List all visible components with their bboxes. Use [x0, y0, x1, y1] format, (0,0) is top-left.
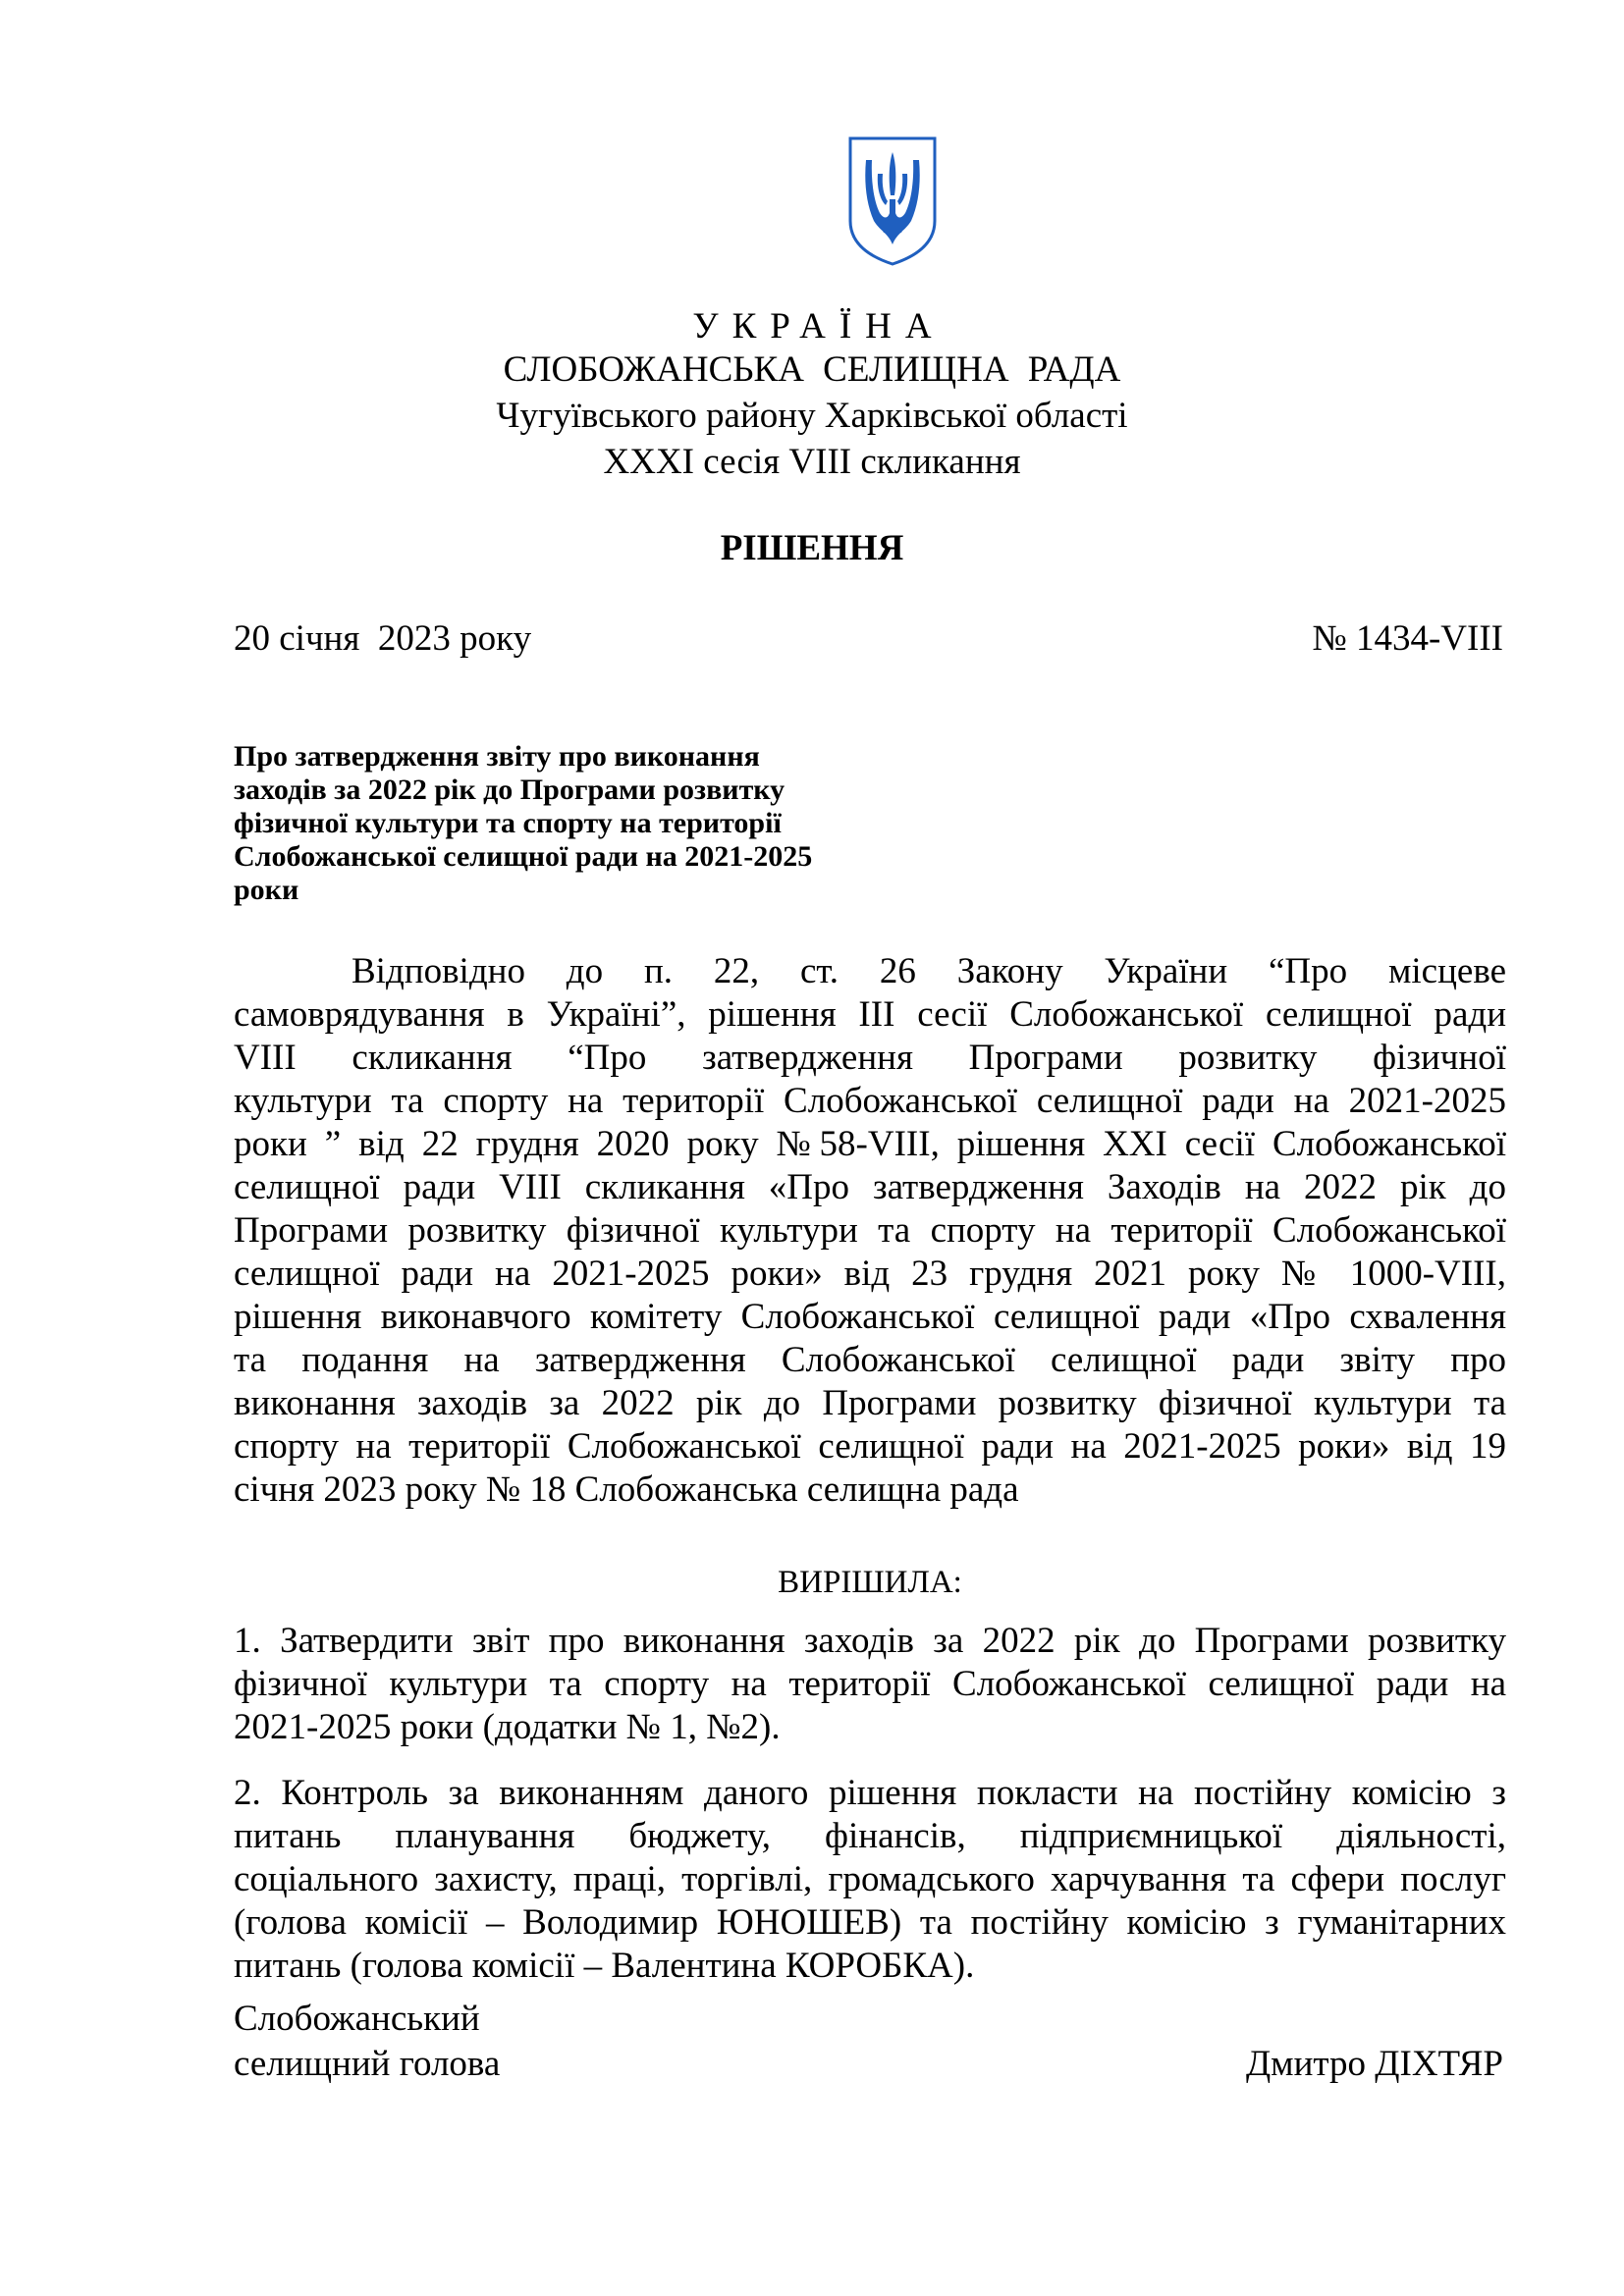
decision-date: 20 січня 2023 року [234, 618, 532, 659]
signatory-position-line: селищний голова [234, 2044, 501, 2084]
paragraph-line: VIII скликання “Про затвердження Програми розвитку фізичної [234, 1038, 1506, 1078]
paragraph-line: виконання заходів за 2022 рік до Програми розвитку фізичної культури та [234, 1383, 1506, 1423]
session-info: XXXI сесія VIII скликання [603, 442, 1021, 482]
paragraph-line: 2021-2025 роки (додатки № 1, №2). [234, 1707, 781, 1747]
paragraph-line: селищної ради VIII скликання «Про затвердження Заходів на 2022 рік до [234, 1167, 1506, 1207]
decision-item-2 [234, 1772, 1506, 1988]
paragraph-line: січня 2023 року № 18 Слобожанська селищна рада [234, 1469, 1019, 1510]
coat-of-arms-icon [844, 134, 941, 268]
country-name: УКРАЇНА [692, 306, 946, 347]
council-name: СЛОБОЖАНСЬКА СЕЛИЩНА РАДА [503, 349, 1121, 390]
subject-line: Про затвердження звіту про виконання [234, 740, 760, 773]
paragraph-line: (голова комісії – Володимир ЮНОШЕВ) та постійну комісію з гуманітарних [234, 1902, 1506, 1943]
paragraph-line: рішення виконавчого комітету Слобожанської селищної ради «Про схвалення [234, 1297, 1506, 1337]
decision-item-1 [234, 1620, 1506, 1749]
subject-line: фізичної культури та спорту на території [234, 807, 782, 839]
signatory-position-line: Слобожанський [234, 1999, 480, 2039]
paragraph-line: культури та спорту на території Слобожанської селищної ради на 2021-2025 [234, 1081, 1506, 1121]
subject-line: роки [234, 874, 299, 906]
paragraph-line: роки ” від 22 грудня 2020 року №58-VIII, рішення ХХІ сесії Слобожанської [234, 1124, 1506, 1164]
paragraph-line: та подання на затвердження Слобожанської селищної ради звіту про [234, 1340, 1506, 1380]
paragraph-line: 2. Контроль за виконанням даного рішення покласти на постійну комісію з [234, 1773, 1506, 1813]
decision-number: № 1434-VIII [1312, 618, 1503, 659]
paragraph-line: 1. Затвердити звіт про виконання заходів за 2022 рік до Програми розвитку [234, 1621, 1506, 1661]
paragraph-line: соціального захисту, праці, торгівлі, громадського харчування та сфери послуг [234, 1859, 1506, 1899]
signatory-position [234, 1997, 500, 2087]
paragraph-line: питань планування бюджету, фінансів, підприємницької діяльності, [234, 1816, 1506, 1856]
paragraph-line: Програми розвитку фізичної культури та спорту на території Слобожанської [234, 1210, 1506, 1251]
subject-line: заходів за 2022 рік до Програми розвитку [234, 774, 785, 806]
decided-heading: ВИРІШИЛА: [778, 1565, 962, 1600]
paragraph-line: фізичної культури та спорту на території Слобожанської селищної ради на [234, 1664, 1506, 1704]
paragraph-line: спорту на території Слобожанської селищної ради на 2021-2025 роки» від 19 [234, 1426, 1506, 1467]
district-name: Чугуївського району Харківської області [496, 396, 1128, 436]
subject-line: Слобожанської селищної ради на 2021-2025 [234, 840, 813, 873]
paragraph-line: самоврядування в Україні”, рішення ІІІ сесії Слобожанської селищної ради [234, 994, 1506, 1035]
paragraph-line: питань (голова комісії – Валентина КОРОБКА). [234, 1946, 975, 1986]
paragraph-line: селищної ради на 2021-2025 роки» від 23 грудня 2021 року № 1000-VIII, [234, 1254, 1506, 1294]
decision-subject [234, 740, 921, 907]
preamble-paragraph [234, 950, 1506, 1512]
document-title: РІШЕННЯ [720, 528, 904, 568]
signatory-name: Дмитро ДІХТЯР [1245, 2044, 1503, 2084]
paragraph-line: Відповідно до п. 22, ст. 26 Закону України “Про місцеве [352, 951, 1506, 991]
